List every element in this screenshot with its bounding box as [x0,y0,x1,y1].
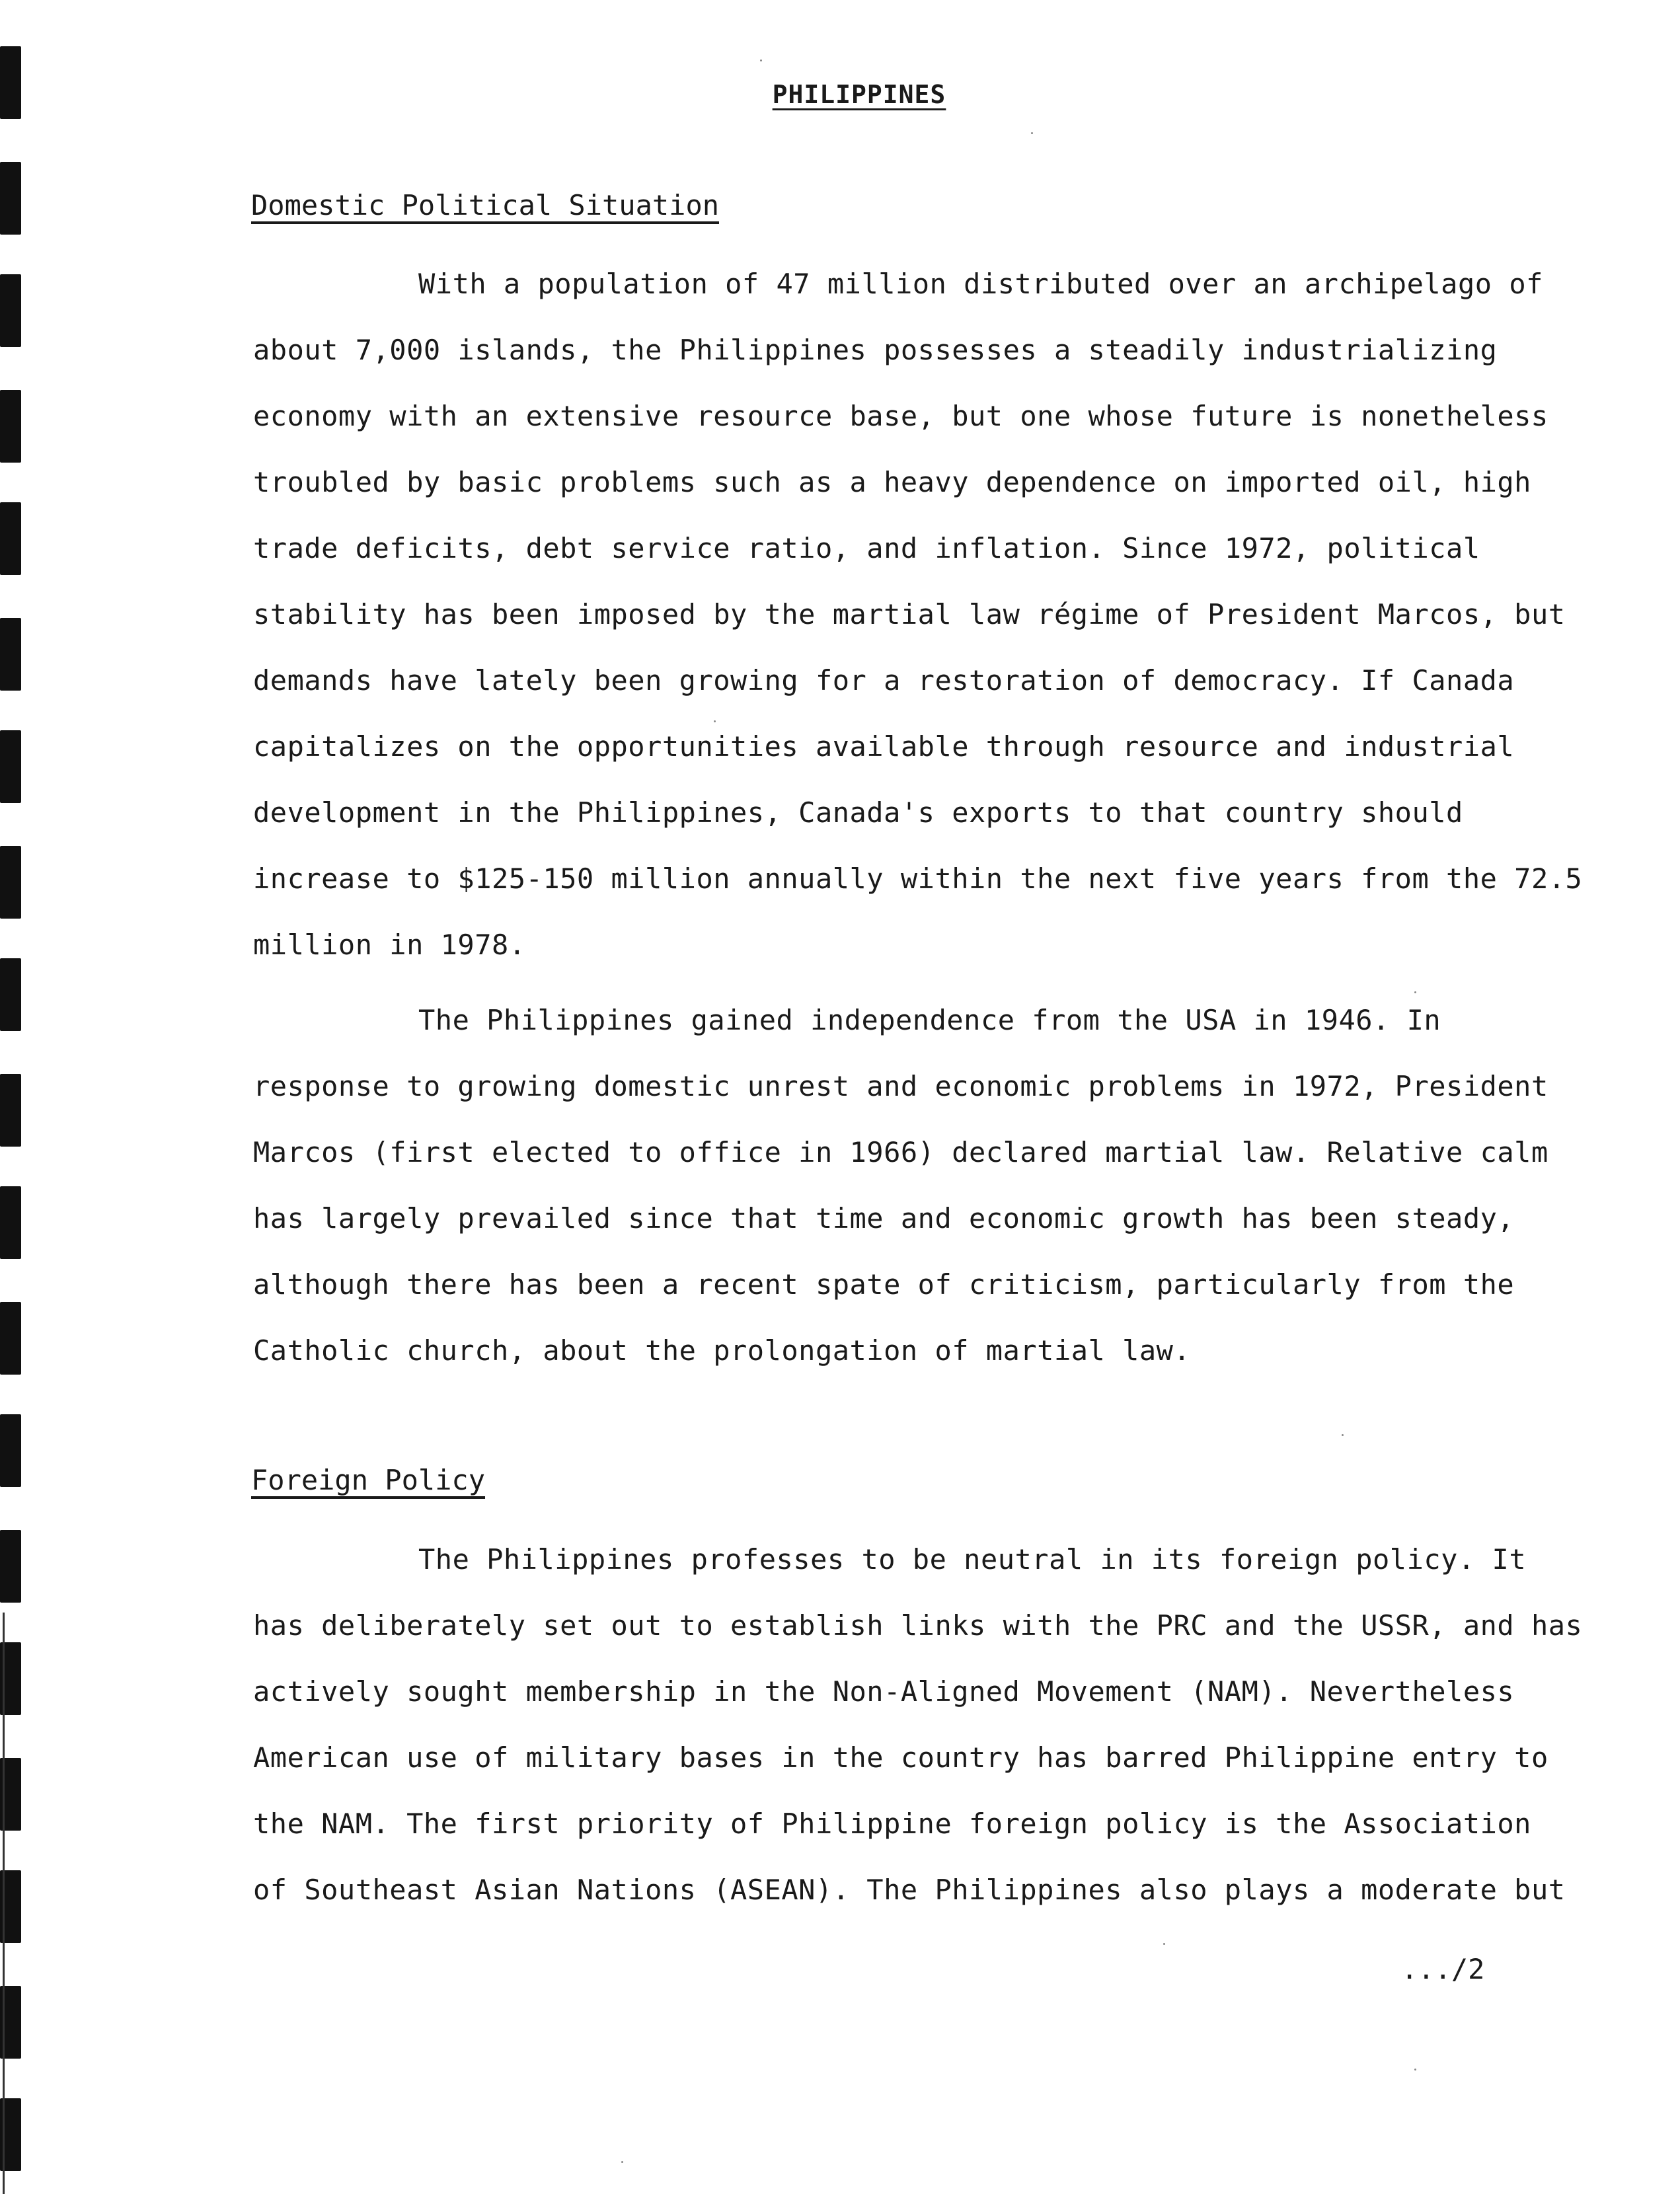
binder-mark [0,730,21,803]
text-line: the NAM. The first priority of Philippine foreign policy is the Association [253,1807,1531,1840]
paragraph-domestic-2 [253,987,1548,1384]
paragraph-domestic-1 [253,251,1583,978]
page-title: PHILIPPINES [772,80,946,110]
paragraph-foreign-1 [253,1527,1583,1923]
text-line: development in the Philippines, Canada's exports to that country should [253,796,1463,829]
text-line: million in 1978. [253,929,526,961]
text-line: although there has been a recent spate of criticism, particularly from the [253,1268,1515,1301]
text-line: With a population of 47 million distributed over an archipelago of [418,268,1543,300]
text-line: of Southeast Asian Nations (ASEAN). The Philippines also plays a moderate but [253,1874,1566,1906]
binder-mark [0,1074,21,1147]
page-continuation-marker: .../2 [1401,1953,1485,1985]
binder-mark [0,846,21,919]
text-line: stability has been imposed by the martial law régime of President Marcos, but [253,598,1566,630]
text-line: Catholic church, about the prolongation of martial law. [253,1334,1191,1367]
section-heading-domestic: Domestic Political Situation [251,189,720,221]
text-line: American use of military bases in the country has barred Philippine entry to [253,1741,1548,1774]
binder-mark [0,162,21,235]
text-line: has largely prevailed since that time and economic growth has been steady, [253,1202,1515,1235]
text-line: demands have lately been growing for a restoration of democracy. If Canada [253,664,1515,697]
scan-speck [1031,132,1033,134]
binder-mark [0,390,21,463]
text-line: has deliberately set out to establish links with the PRC and the USSR, and has [253,1609,1583,1642]
text-line: The Philippines gained independence from the USA in 1946. In [418,1004,1441,1036]
text-line: response to growing domestic unrest and economic problems in 1972, President [253,1070,1548,1102]
scan-speck [621,2161,623,2163]
binder-mark [0,46,21,119]
text-line: The Philippines professes to be neutral in its foreign policy. It [418,1543,1527,1576]
scan-speck [1163,1943,1165,1945]
scan-speck [1414,2069,1416,2071]
binder-mark [0,502,21,575]
text-line: troubled by basic problems such as a heavy dependence on imported oil, high [253,466,1531,498]
text-line: increase to $125-150 million annually within the next five years from the 72.5 [253,862,1583,895]
scan-speck [1342,1434,1344,1436]
binder-mark [0,1302,21,1375]
binder-mark [0,1414,21,1487]
text-line: capitalizes on the opportunities available through resource and industrial [253,730,1515,763]
text-line: economy with an extensive resource base, but one whose future is nonetheless [253,400,1548,432]
binder-mark [0,958,21,1031]
scan-speck [760,59,762,61]
text-line: trade deficits, debt service ratio, and inflation. Since 1972, political [253,532,1480,564]
page-edge-line [3,1613,5,2194]
text-line: Marcos (first elected to office in 1966) declared martial law. Relative calm [253,1136,1548,1168]
binder-mark [0,1186,21,1259]
section-heading-foreign-policy: Foreign Policy [251,1464,486,1496]
text-line: about 7,000 islands, the Philippines possesses a steadily industrializing [253,334,1498,366]
text-line: actively sought membership in the Non-Aligned Movement (NAM). Nevertheless [253,1675,1515,1708]
binder-mark [0,274,21,347]
binder-mark [0,1530,21,1603]
binder-mark [0,618,21,691]
